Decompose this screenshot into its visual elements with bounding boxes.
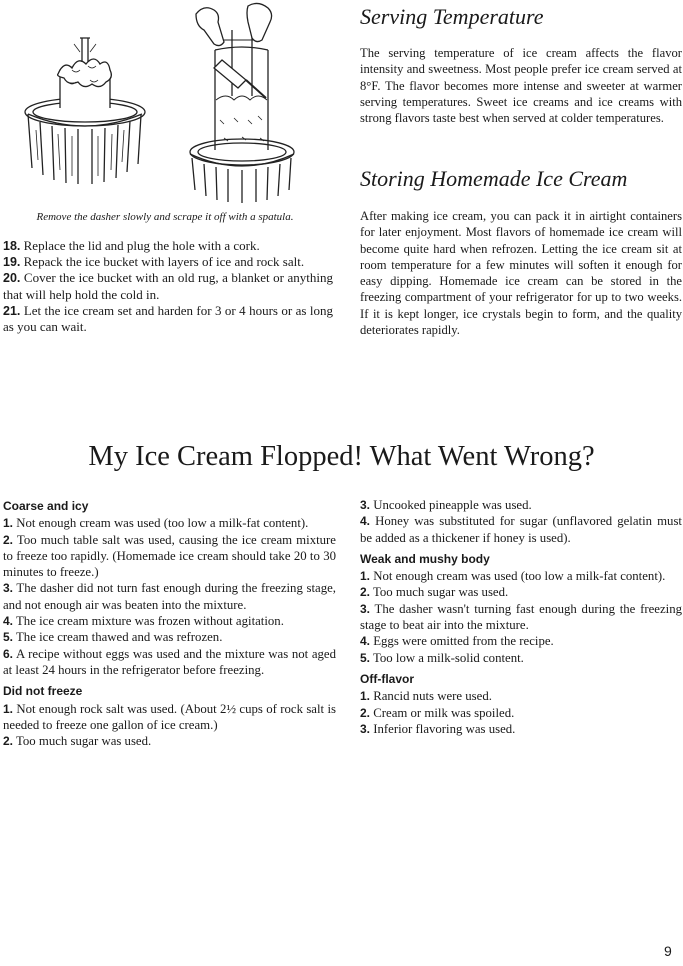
step-20: 20. Cover the ice bucket with an old rug, a blanket or anything that will help hold the cold in. [3,270,334,302]
step-21: 21. Let the ice cream set and harden for 3 or 4 hours or as long as you can wait. [3,302,333,335]
right-troubleshoot-column [360,497,682,737]
left-troubleshoot-column [3,498,336,749]
troubleshoot-title: My Ice Cream Flopped! What Went Wrong? [88,441,595,472]
list-item: 2. Too much table salt was used, causing the ice cream mixture to freeze too rapidly. (Homemade ice cream should take 20 to 30 minutes to freeze.) [3,532,336,580]
list-item: 4. Eggs were omitted from the recipe. [360,634,554,649]
list-item: 3. Uncooked pineapple was used. [360,498,532,512]
list-item: 1. Not enough cream was used (too low a milk-fat content). [360,569,666,584]
list-item: 6. A recipe without eggs was used and the mixture was not aged at least 24 hours in the refrigerator before freezing. [3,646,336,677]
not-freeze-heading: Did not freeze [3,684,83,699]
list-item: 3. The dasher wasn't turning fast enough during the freezing stage to beat air into the mixture. [360,601,683,633]
list-item: 1. Not enough cream was used (too low a milk-fat content). [3,516,309,531]
list-item: 4. The ice cream mixture was frozen without agitation. [3,614,284,629]
weak-heading: Weak and mushy body [360,551,490,566]
storing-body: After making ice cream, you can pack it in airtight containers for later enjoyment. Most flavors of homemade ice cream will become quite hard when refrozen. Letting the ice cream sit at room temperature for a few minutes will soften it enough for easy dipping. Homemade ice cream can be stored in the freezing compartment of your refrigerator for up to two weeks. If it is kept longer, ice crystals begin to form, and the quality deteriorates rapidly. [360,209,682,338]
list-item: 5. Too low a milk-solid content. [360,650,524,665]
list-item: 5. The ice cream thawed and was refrozen. [3,630,223,645]
list-item: 1. Not enough rock salt was used. (About 2½ cups of rock salt is needed to freeze one gallon of ice cream.) [3,701,336,732]
illustration [10,0,310,205]
left-bucket-drawing [25,38,145,184]
serving-body: The serving temperature of ice cream affects the flavor intensity and sweetness. Most people prefer ice cream served at 8°F. The flavor becomes more intense and sweeter at warmer serving temperatures. Sweet ice creams and ice creams with strong flavors taste best when served at colder temperatures. [360,46,682,126]
storing-heading: Storing Homemade Ice Cream [360,166,628,191]
list-item: 1. Rancid nuts were used. [360,689,492,704]
list-item: 3. The dasher did not turn fast enough during the freezing stage, and not enough air was beaten into the mixture. [3,581,336,612]
list-item: 2. Too much sugar was used. [3,734,152,749]
right-bucket-drawing [190,3,294,203]
assembly-steps [3,238,333,335]
serving-heading: Serving Temperature [360,4,544,29]
off-flavor-heading: Off-flavor [360,671,414,686]
list-item: 3. Inferior flavoring was used. [360,721,516,736]
step-18: 18. Replace the lid and plug the hole with a cork. [3,238,260,253]
list-item: 4. Honey was substituted for sugar (unflavored gelatin must be added as a thickener if honey is used). [360,514,682,545]
step-19: 19. Repack the ice bucket with layers of ice and rock salt. [3,254,305,270]
illustration-caption: Remove the dasher slowly and scrape it off with a spatula. [36,211,294,223]
coarse-heading: Coarse and icy [3,499,89,513]
page-number: 9 [664,943,672,959]
list-item: 2. Cream or milk was spoiled. [360,705,515,720]
list-item: 2. Too much sugar was used. [360,585,509,600]
